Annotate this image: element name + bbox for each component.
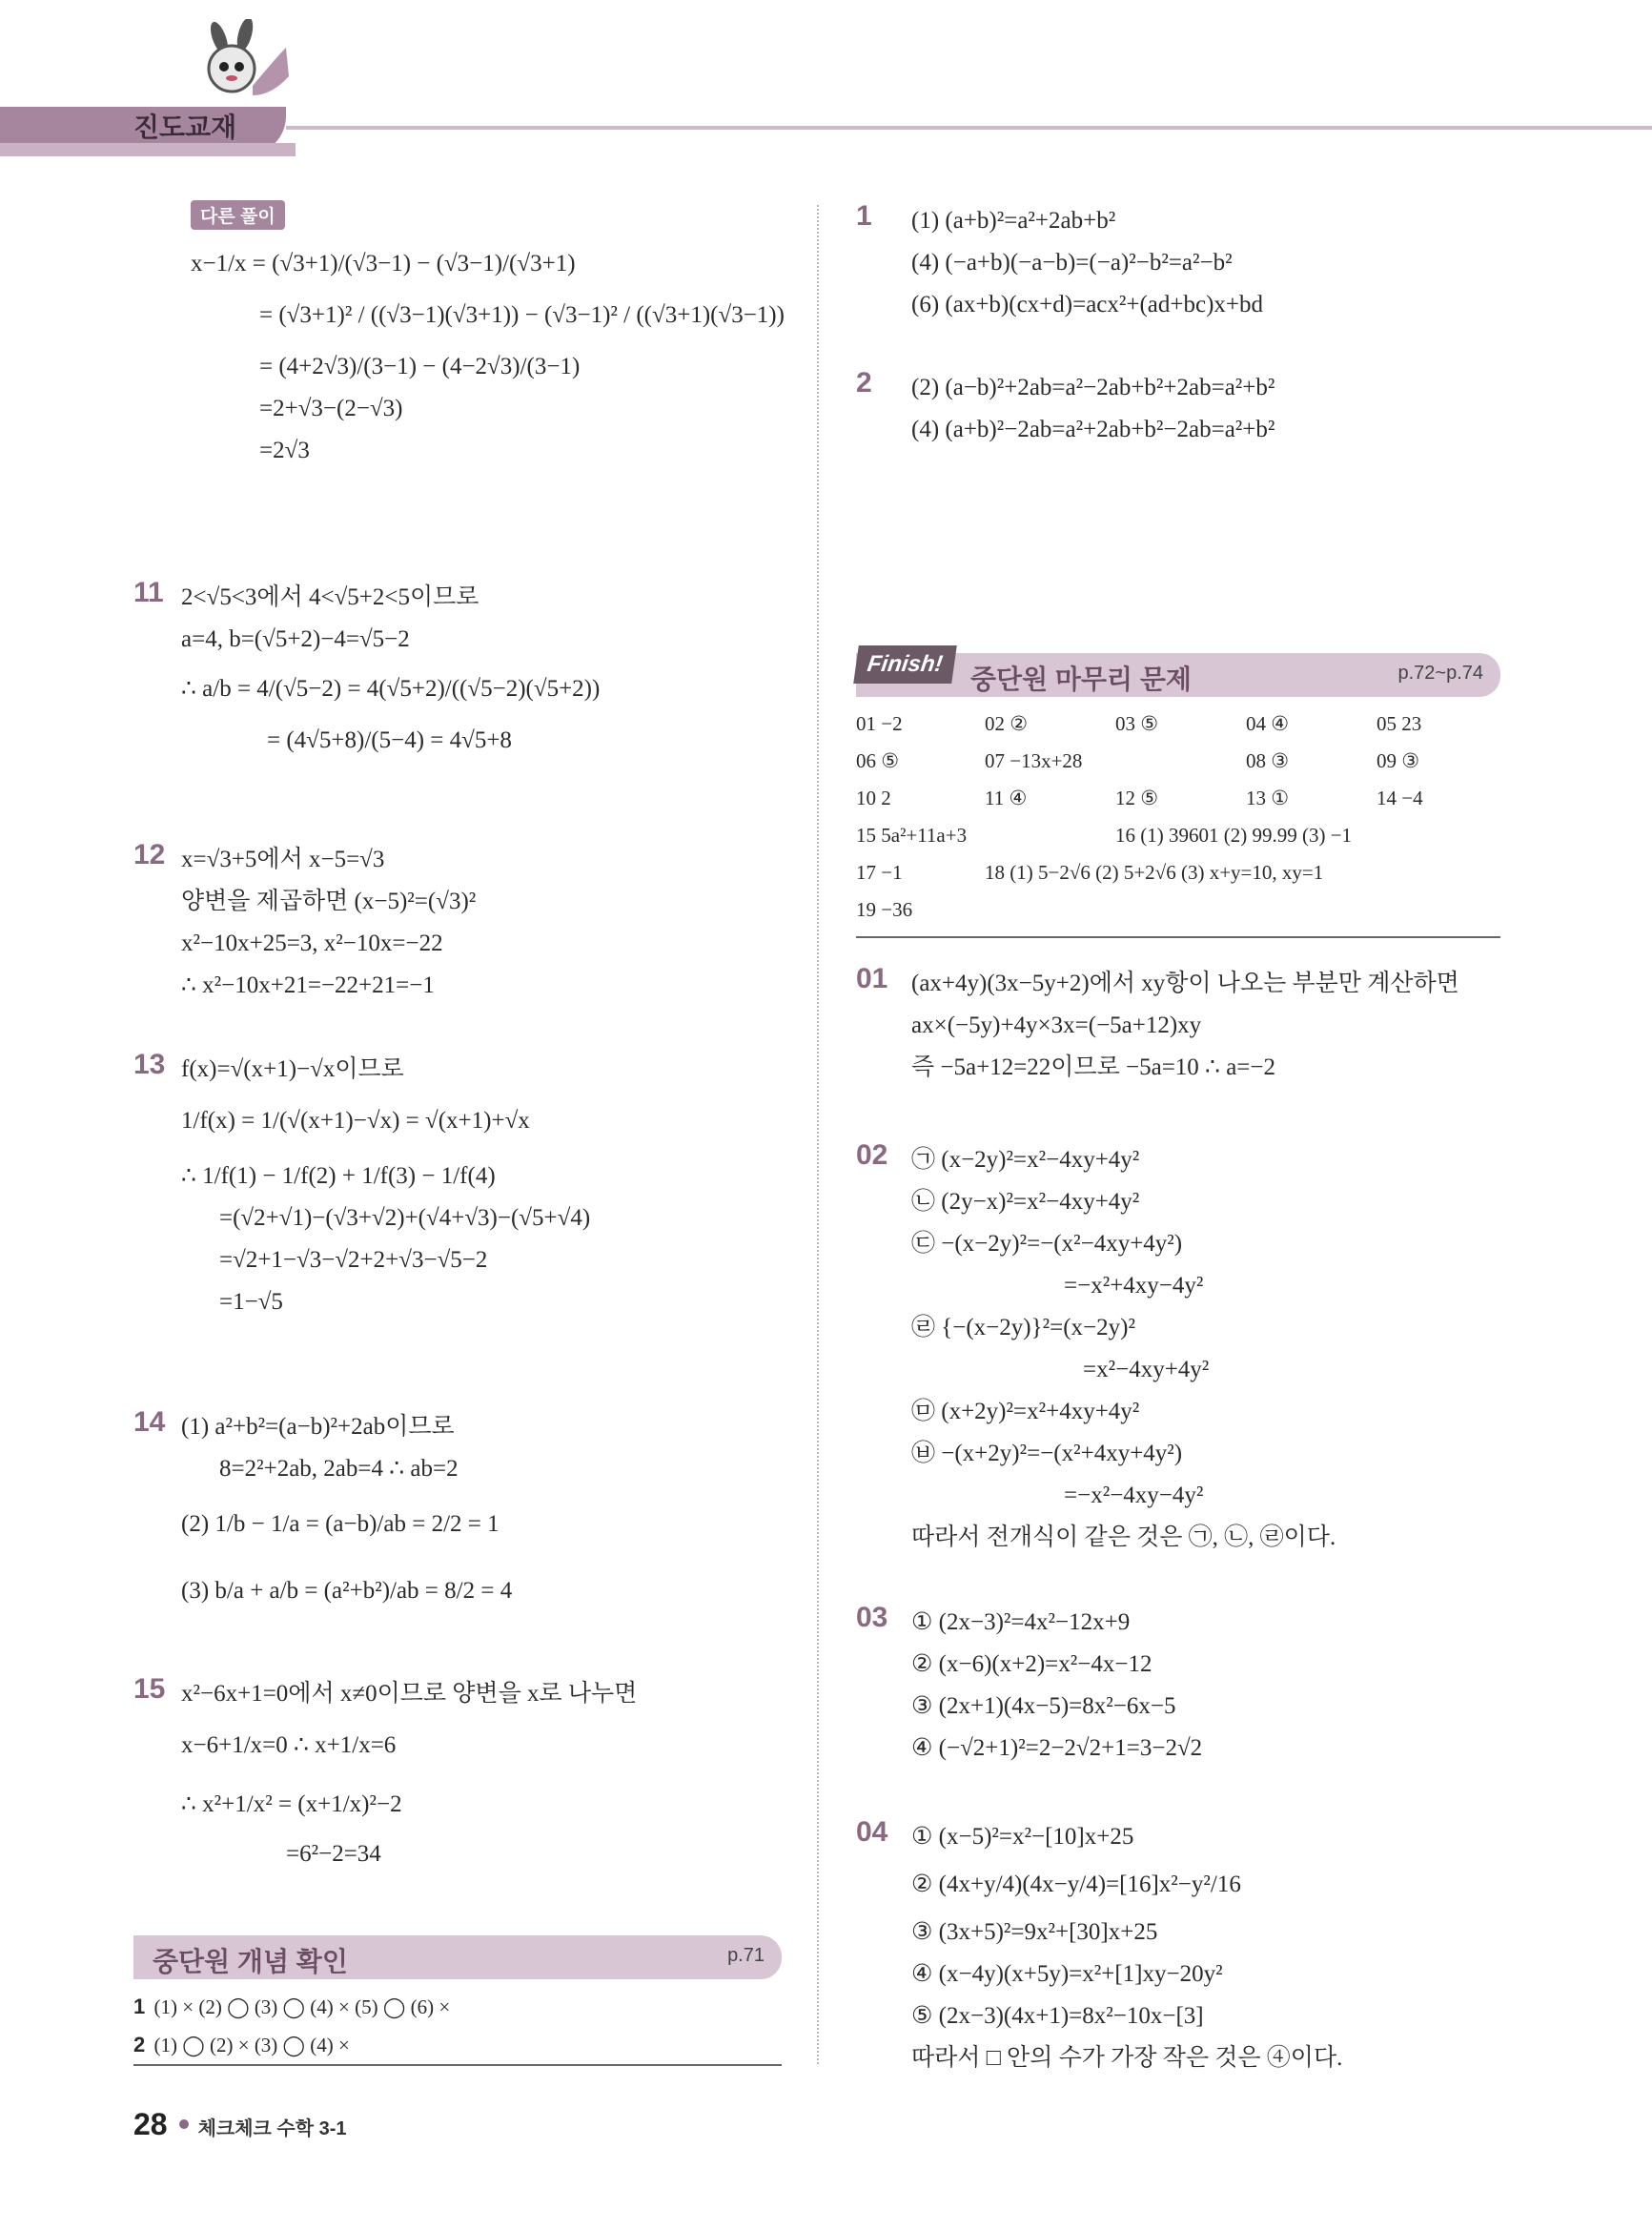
solution-line: =6²−2=34 bbox=[286, 1841, 381, 1867]
solution-line: =x²−4xy+4y² bbox=[1083, 1357, 1210, 1382]
problem-body bbox=[911, 367, 1275, 451]
solution-line: 따라서 □ 안의 수가 가장 작은 것은 ④이다. bbox=[911, 2045, 1343, 2071]
solution-line: (2) (a−b)²+2ab=a²−2ab+b²+2ab=a²+b² bbox=[911, 375, 1275, 400]
problem-number: 14 bbox=[133, 1406, 166, 1438]
solution-line: 8=2²+2ab, 2ab=4 ∴ ab=2 bbox=[219, 1456, 459, 1482]
answer-cell: 03 ⑤ bbox=[1115, 712, 1159, 735]
concept-check-answers bbox=[133, 1988, 450, 2064]
solution-line: ∴ x²+1/x² = (x+1/x)²−2 bbox=[181, 1791, 402, 1817]
problem-body bbox=[181, 1406, 512, 1612]
problem-number: 04 bbox=[856, 1816, 888, 1848]
solution-line: a=4, b=(√5+2)−4=√5−2 bbox=[181, 626, 410, 652]
solution-line: 즉 −5a+12=22이므로 −5a=10 ∴ a=−2 bbox=[911, 1054, 1275, 1080]
problem-number: 12 bbox=[133, 839, 166, 870]
solution-line: (1) (a+b)²=a²+2ab+b² bbox=[911, 208, 1116, 234]
finish-bar bbox=[856, 653, 1500, 697]
answer-cell: 09 ③ bbox=[1377, 749, 1420, 772]
solution-line: ㉥ −(x+2y)²=−(x²+4xy+4y²) bbox=[911, 1441, 1183, 1466]
solution-line: ㉠ (x−2y)²=x²−4xy+4y² bbox=[911, 1147, 1140, 1173]
solution-line: ② (4x+y/4)(4x−y/4)=[16]x²−y²/16 bbox=[911, 1872, 1241, 1897]
solution-line: ③ (3x+5)²=9x²+[30]x+25 bbox=[911, 1919, 1158, 1945]
problem-body bbox=[911, 1602, 1202, 1770]
rabbit-mascot-icon bbox=[186, 19, 291, 105]
solution-line: 2<√5<3에서 4<√5+2<5이므로 bbox=[181, 584, 479, 610]
answer-cell: 17 −1 bbox=[856, 861, 903, 884]
header-rule bbox=[286, 126, 1652, 130]
page-number: 28 bbox=[133, 2107, 168, 2141]
solution-line: =1−√5 bbox=[219, 1289, 283, 1315]
solution-line: ④ (x−4y)(x+5y)=x²+[1]xy−20y² bbox=[911, 1961, 1223, 1987]
solution-line: (ax+4y)(3x−5y+2)에서 xy항이 나오는 부분만 계산하면 bbox=[911, 971, 1459, 996]
finish-title: 중단원 마무리 문제 bbox=[970, 665, 1192, 694]
header-title: 진도교재 bbox=[133, 113, 237, 142]
problem-number: 13 bbox=[133, 1049, 166, 1080]
answer-text: (1) × (2) ◯ (3) ◯ (4) × (5) ◯ (6) × bbox=[153, 1995, 451, 2018]
solution-line: ① (2x−3)²=4x²−12x+9 bbox=[911, 1609, 1131, 1635]
answer-cell: 18 (1) 5−2√6 (2) 5+2√6 (3) x+y=10, xy=1 bbox=[985, 861, 1324, 884]
problem-number: 1 bbox=[856, 200, 872, 232]
solution-line: 양변을 제곱하면 (x−5)²=(√3)² bbox=[181, 889, 477, 914]
answer-cell: 02 ② bbox=[985, 712, 1029, 735]
solution-line: =−x²+4xy−4y² bbox=[1064, 1273, 1204, 1299]
answer-row bbox=[856, 891, 1514, 929]
problem-number: 03 bbox=[856, 1602, 888, 1633]
solution-line: x²−6x+1=0에서 x≠0이므로 양변을 x로 나누면 bbox=[181, 1681, 638, 1707]
alt-line: = (4+2√3)/(3−1) − (4−2√3)/(3−1) bbox=[259, 354, 581, 379]
finish-badge: Finish! bbox=[853, 645, 956, 684]
solution-line: ㉣ {−(x−2y)}²=(x−2y)² bbox=[911, 1315, 1135, 1340]
solution-line: =√2+1−√3−√2+2+√3−√5−2 bbox=[219, 1247, 488, 1273]
solution-line: ax×(−5y)+4y×3x=(−5a+12)xy bbox=[911, 1013, 1202, 1038]
solution-line: (4) (−a+b)(−a−b)=(−a)²−b²=a²−b² bbox=[911, 250, 1233, 276]
problem-body bbox=[911, 1816, 1342, 2079]
solution-line: (4) (a+b)²−2ab=a²+2ab+b²−2ab=a²+b² bbox=[911, 417, 1275, 442]
section-rule bbox=[133, 2064, 782, 2066]
solution-line: x−6+1/x=0 ∴ x+1/x=6 bbox=[181, 1732, 397, 1758]
book-title: 체크체크 수학 3-1 bbox=[197, 2118, 347, 2139]
alt-line: = (√3+1)² / ((√3−1)(√3+1)) − (√3−1)² / ((√3+1)(√3−1)) bbox=[259, 302, 785, 328]
problem-body bbox=[911, 1139, 1336, 1559]
answer-cell: 05 23 bbox=[1377, 712, 1422, 735]
problem-body bbox=[181, 839, 476, 1007]
solution-line: ∴ a/b = 4/(√5−2) = 4(√5+2)/((√5−2)(√5+2)) bbox=[181, 676, 601, 702]
solution-line: ㉤ (x+2y)²=x²+4xy+4y² bbox=[911, 1399, 1140, 1424]
solution-line: ① (x−5)²=x²−[10]x+25 bbox=[911, 1824, 1134, 1850]
problem-number: 15 bbox=[133, 1673, 166, 1705]
answer-text: (1) ◯ (2) × (3) ◯ (4) × bbox=[153, 2034, 350, 2056]
answer-cell: 06 ⑤ bbox=[856, 749, 900, 772]
problem-number: 2 bbox=[856, 367, 872, 399]
answer-cell: 13 ① bbox=[1246, 787, 1290, 809]
solution-line: = (4√5+8)/(5−4) = 4√5+8 bbox=[267, 727, 512, 753]
solution-line: (1) a²+b²=(a−b)²+2ab이므로 bbox=[181, 1414, 455, 1440]
problem-body bbox=[911, 200, 1263, 326]
answer-cell: 15 5a²+11a+3 bbox=[856, 824, 968, 847]
answer-row bbox=[133, 1988, 450, 2026]
answer-row bbox=[856, 817, 1514, 854]
problem-body bbox=[181, 1049, 590, 1323]
problem-body bbox=[181, 1673, 637, 1875]
answer-row bbox=[856, 854, 1514, 891]
answer-cell: 04 ④ bbox=[1246, 712, 1290, 735]
concept-check-pages: p.71 bbox=[727, 1945, 765, 1966]
answer-row bbox=[856, 780, 1514, 817]
alt-line: =2+√3−(2−√3) bbox=[259, 396, 403, 421]
answer-cell: 19 −36 bbox=[856, 898, 913, 921]
solution-line: =−x²−4xy−4y² bbox=[1064, 1483, 1204, 1508]
solution-line: =(√2+√1)−(√3+√2)+(√4+√3)−(√5+√4) bbox=[219, 1205, 591, 1231]
problem-number: 01 bbox=[856, 963, 888, 994]
footer-bullet-icon bbox=[179, 2119, 189, 2129]
answer-cell: 14 −4 bbox=[1377, 787, 1423, 809]
problem-body bbox=[911, 963, 1459, 1089]
section-rule bbox=[856, 936, 1500, 938]
answer-cell: 11 ④ bbox=[985, 787, 1028, 809]
alt-solution-tag: 다른 풀이 bbox=[191, 200, 285, 230]
solution-line: ② (x−6)(x+2)=x²−4x−12 bbox=[911, 1651, 1152, 1677]
solution-line: x²−10x+25=3, x²−10x=−22 bbox=[181, 931, 443, 956]
concept-check-bar bbox=[133, 1935, 782, 1979]
column-divider bbox=[817, 205, 819, 2064]
solution-line: ④ (−√2+1)²=2−2√2+1=3−2√2 bbox=[911, 1735, 1203, 1761]
answer-cell: 16 (1) 39601 (2) 99.99 (3) −1 bbox=[1115, 824, 1353, 847]
problem-body bbox=[181, 577, 600, 762]
solution-line: ∴ x²−10x+21=−22+21=−1 bbox=[181, 972, 435, 998]
alt-solution bbox=[191, 200, 785, 472]
answer-number: 2 bbox=[133, 2033, 146, 2056]
solution-line: 1/f(x) = 1/(√(x+1)−√x) = √(x+1)+√x bbox=[181, 1108, 530, 1134]
solution-line: (2) 1/b − 1/a = (a−b)/ab = 2/2 = 1 bbox=[181, 1511, 500, 1537]
answer-row bbox=[133, 2026, 450, 2064]
answer-row bbox=[856, 706, 1514, 743]
solution-line: ㉡ (2y−x)²=x²−4xy+4y² bbox=[911, 1189, 1140, 1215]
solution-line: ∴ 1/f(1) − 1/f(2) + 1/f(3) − 1/f(4) bbox=[181, 1163, 496, 1189]
problem-number: 11 bbox=[133, 577, 164, 608]
footer bbox=[133, 2107, 347, 2142]
problem-number: 02 bbox=[856, 1139, 888, 1171]
solution-line: ③ (2x+1)(4x−5)=8x²−6x−5 bbox=[911, 1693, 1176, 1719]
finish-pages: p.72~p.74 bbox=[1397, 663, 1483, 684]
answer-cell: 08 ③ bbox=[1246, 749, 1290, 772]
solution-line: (6) (ax+b)(cx+d)=acx²+(ad+bc)x+bd bbox=[911, 292, 1264, 317]
solution-line: ⑤ (2x−3)(4x+1)=8x²−10x−[3] bbox=[911, 2003, 1204, 2029]
solution-line: 따라서 전개식이 같은 것은 ㉠, ㉡, ㉣이다. bbox=[911, 1524, 1336, 1550]
finish-answers bbox=[856, 706, 1514, 929]
answer-row bbox=[856, 743, 1514, 780]
alt-line: =2√3 bbox=[259, 438, 310, 463]
solution-line: x=√3+5에서 x−5=√3 bbox=[181, 847, 385, 872]
answer-cell: 10 2 bbox=[856, 787, 891, 809]
alt-line: x−1/x = (√3+1)/(√3−1) − (√3−1)/(√3+1) bbox=[191, 251, 576, 276]
answer-cell: 07 −13x+28 bbox=[985, 749, 1083, 772]
header-band-shadow bbox=[0, 143, 296, 156]
solution-line: (3) b/a + a/b = (a²+b²)/ab = 8/2 = 4 bbox=[181, 1578, 513, 1604]
answer-number: 1 bbox=[133, 1995, 146, 2018]
solution-line: ㉢ −(x−2y)²=−(x²−4xy+4y²) bbox=[911, 1231, 1183, 1257]
answer-cell: 01 −2 bbox=[856, 712, 903, 735]
solution-line: f(x)=√(x+1)−√x이므로 bbox=[181, 1056, 404, 1082]
answer-cell: 12 ⑤ bbox=[1115, 787, 1159, 809]
concept-check-title: 중단원 개념 확인 bbox=[153, 1947, 348, 1976]
